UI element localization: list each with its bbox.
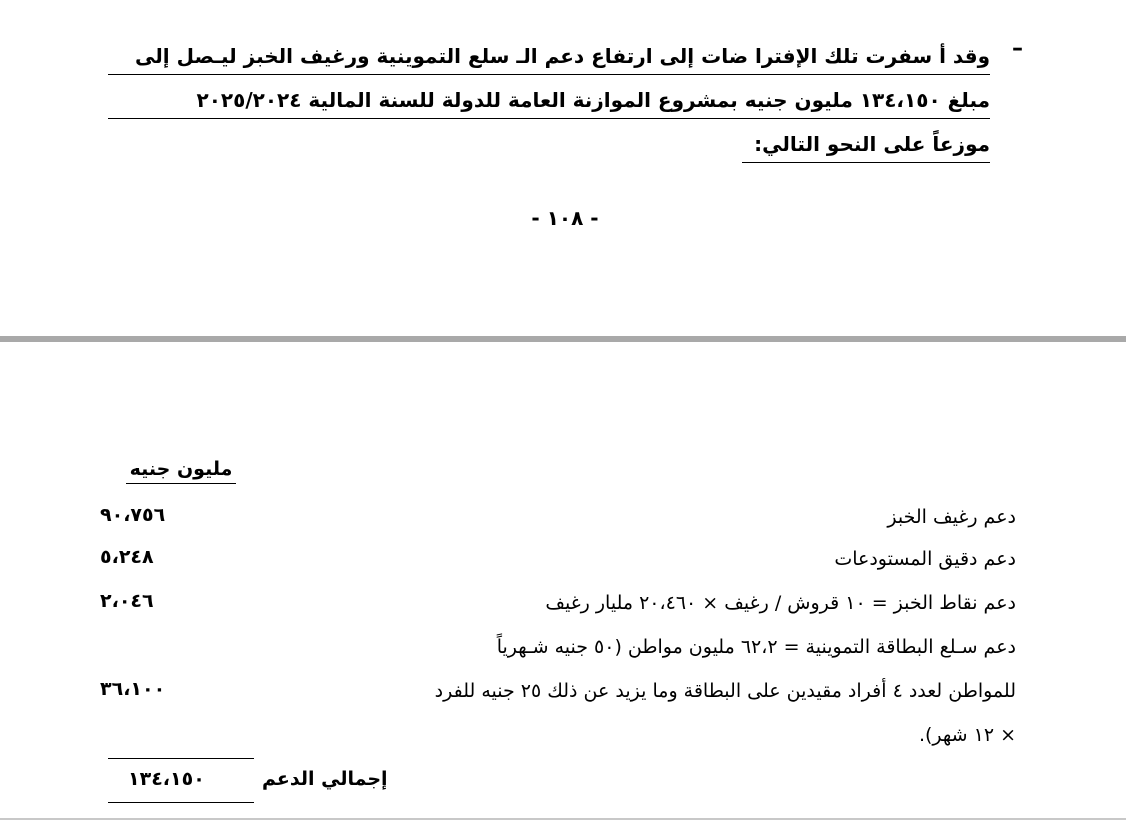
page-separator (0, 336, 1126, 342)
row-value-flour: ٥،٢٤٨ (100, 546, 154, 568)
total-rule-top (108, 758, 254, 759)
page-number: - ١٠٨ - (531, 206, 599, 230)
unit-header: مليون جنيه (126, 458, 236, 484)
row-label-bread: دعم رغيف الخبز (887, 506, 1016, 528)
page-bottom-edge (0, 818, 1126, 820)
row-label-ration-line-2: للمواطن لعدد ٤ أفراد مقيدين على البطاقة وما يزيد عن ذلك ٢٥ جنيه للفرد (434, 680, 1016, 702)
paragraph-line-2: مبلغ ١٣٤،١٥٠ مليون جنيه بمشروع الموازنة العامة للدولة للسنة المالية ٢٠٢٥/٢٠٢٤ (108, 88, 990, 119)
paragraph-line-1: وقد أ سفرت تلك الإفترا ضات إلى ارتفاع دعم الـ سلع التموينية ورغيف الخبز ليـصل إلى (108, 44, 990, 75)
row-label-bread-points: دعم نقاط الخبز = ١٠ قروش / رغيف × ٢٠،٤٦٠ مليار رغيف (545, 592, 1016, 614)
bullet-dash: – (1012, 36, 1023, 61)
total-rule-bottom (108, 802, 254, 803)
total-value: ١٣٤،١٥٠ (128, 768, 205, 790)
paragraph-line-3: موزعاً على النحو التالي: (742, 132, 990, 163)
row-value-bread: ٩٠،٧٥٦ (100, 504, 166, 526)
row-label-ration-line-3: × ١٢ شهر). (918, 724, 1016, 746)
row-value-bread-points: ٢،٠٤٦ (100, 590, 154, 612)
total-label: إجمالي الدعم (262, 768, 388, 790)
row-label-ration-line-1: دعم سـلع البطاقة التموينية = ٦٢،٢ مليون مواطن (٥٠ جنيه شـهرياً (496, 636, 1016, 658)
row-value-ration: ٣٦،١٠٠ (100, 678, 166, 700)
row-label-flour: دعم دقيق المستودعات (834, 548, 1016, 570)
